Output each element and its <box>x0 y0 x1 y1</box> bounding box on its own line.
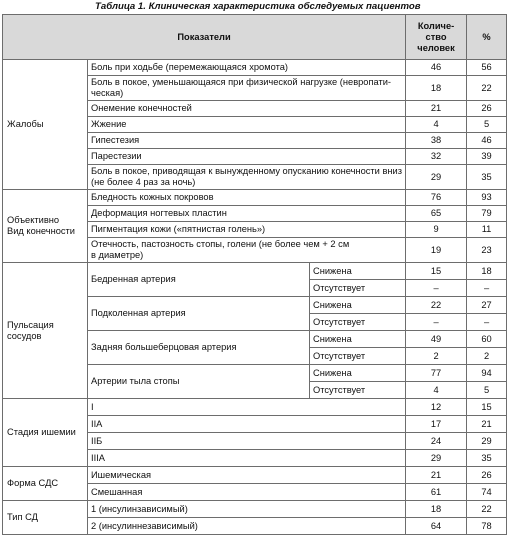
group-label-ischemia: Стадия ишемии <box>3 399 88 467</box>
header-percent: % <box>467 15 507 60</box>
row-percent: 26 <box>467 101 507 117</box>
row-count: 12 <box>406 399 467 416</box>
row-percent: – <box>467 280 507 297</box>
row-percent: 74 <box>467 484 507 501</box>
artery-label: Подколенная артерия <box>88 297 310 331</box>
table-row <box>3 501 507 518</box>
row-count: 32 <box>406 149 467 165</box>
pulse-status: Снижена <box>310 297 406 314</box>
row-count: 19 <box>406 238 467 263</box>
row-percent: 22 <box>467 76 507 101</box>
row-count: 22 <box>406 297 467 314</box>
row-label: IIA <box>88 416 406 433</box>
row-count: 2 <box>406 348 467 365</box>
row-count: 77 <box>406 365 467 382</box>
group-label-pulse: Пульсация сосудов <box>3 263 88 399</box>
row-count: 4 <box>406 117 467 133</box>
row-label: Боль при ходьбе (перемежающаяся хромота) <box>88 60 406 76</box>
header-row <box>3 15 507 60</box>
pulse-status: Снижена <box>310 263 406 280</box>
row-percent: 5 <box>467 382 507 399</box>
row-count: 49 <box>406 331 467 348</box>
table-row <box>3 467 507 484</box>
artery-label: Бедренная артерия <box>88 263 310 297</box>
group-label-appearance: Объективно Вид конечности <box>3 190 88 263</box>
pulse-status: Отсутствует <box>310 348 406 365</box>
row-percent: 60 <box>467 331 507 348</box>
row-percent: – <box>467 314 507 331</box>
row-label: 2 (инсулиннезависимый) <box>88 518 406 535</box>
group-label-complaints: Жалобы <box>3 60 88 190</box>
row-label: Парестезии <box>88 149 406 165</box>
pulse-status: Отсутствует <box>310 280 406 297</box>
row-count: 21 <box>406 467 467 484</box>
row-label: Боль в покое, приводящая к вынужденному опусканию конечности вниз (не более 4 раз за ночь) <box>88 165 406 190</box>
row-percent: 35 <box>467 450 507 467</box>
row-count: – <box>406 314 467 331</box>
row-label: Отечность, пастозность стопы, голени (не более чем + 2 см в диаметре) <box>88 238 406 263</box>
row-count: 18 <box>406 501 467 518</box>
row-percent: 11 <box>467 222 507 238</box>
row-count: 38 <box>406 133 467 149</box>
row-label: Смешанная <box>88 484 406 501</box>
header-indicators: Показатели <box>3 15 406 60</box>
row-count: 9 <box>406 222 467 238</box>
row-percent: 18 <box>467 263 507 280</box>
row-percent: 5 <box>467 117 507 133</box>
row-percent: 46 <box>467 133 507 149</box>
table-row <box>3 399 507 416</box>
row-percent: 21 <box>467 416 507 433</box>
header-count: Количе- ство человек <box>406 15 467 60</box>
table-caption: Таблица 1. Клиническая характеристика обследуемых пациентов <box>95 1 421 12</box>
table-row <box>3 60 507 76</box>
row-percent: 2 <box>467 348 507 365</box>
pulse-status: Снижена <box>310 331 406 348</box>
row-label: Бледность кожных покровов <box>88 190 406 206</box>
group-label-sds: Форма СДС <box>3 467 88 501</box>
pulse-status: Снижена <box>310 365 406 382</box>
row-percent: 26 <box>467 467 507 484</box>
row-percent: 56 <box>467 60 507 76</box>
row-label: I <box>88 399 406 416</box>
row-percent: 79 <box>467 206 507 222</box>
row-label: IIБ <box>88 433 406 450</box>
row-count: 24 <box>406 433 467 450</box>
row-percent: 35 <box>467 165 507 190</box>
row-label: IIIA <box>88 450 406 467</box>
row-label: Жжение <box>88 117 406 133</box>
row-percent: 93 <box>467 190 507 206</box>
row-count: 29 <box>406 165 467 190</box>
row-count: – <box>406 280 467 297</box>
row-percent: 29 <box>467 433 507 450</box>
table-row <box>3 190 507 206</box>
row-label: 1 (инсулинзависимый) <box>88 501 406 518</box>
row-percent: 15 <box>467 399 507 416</box>
pulse-status: Отсутствует <box>310 382 406 399</box>
row-count: 64 <box>406 518 467 535</box>
artery-label: Задняя большеберцовая артерия <box>88 331 310 365</box>
pulse-status: Отсутствует <box>310 314 406 331</box>
row-count: 17 <box>406 416 467 433</box>
row-percent: 27 <box>467 297 507 314</box>
group-label-diabetes: Тип СД <box>3 501 88 535</box>
row-count: 21 <box>406 101 467 117</box>
row-label: Пигментация кожи («пятнистая голень») <box>88 222 406 238</box>
artery-label: Артерии тыла стопы <box>88 365 310 399</box>
row-count: 46 <box>406 60 467 76</box>
clinical-characteristics-table <box>2 14 507 535</box>
row-label: Ишемическая <box>88 467 406 484</box>
row-label: Деформация ногтевых пластин <box>88 206 406 222</box>
row-percent: 22 <box>467 501 507 518</box>
row-count: 65 <box>406 206 467 222</box>
row-count: 15 <box>406 263 467 280</box>
row-percent: 39 <box>467 149 507 165</box>
row-label: Онемение конечностей <box>88 101 406 117</box>
row-count: 18 <box>406 76 467 101</box>
row-count: 29 <box>406 450 467 467</box>
row-label: Боль в покое, уменьшающаяся при физической нагрузке (невропати- ческая) <box>88 76 406 101</box>
row-percent: 78 <box>467 518 507 535</box>
row-percent: 94 <box>467 365 507 382</box>
row-count: 4 <box>406 382 467 399</box>
row-label: Гипестезия <box>88 133 406 149</box>
row-percent: 23 <box>467 238 507 263</box>
table-row <box>3 263 507 280</box>
row-count: 76 <box>406 190 467 206</box>
row-count: 61 <box>406 484 467 501</box>
